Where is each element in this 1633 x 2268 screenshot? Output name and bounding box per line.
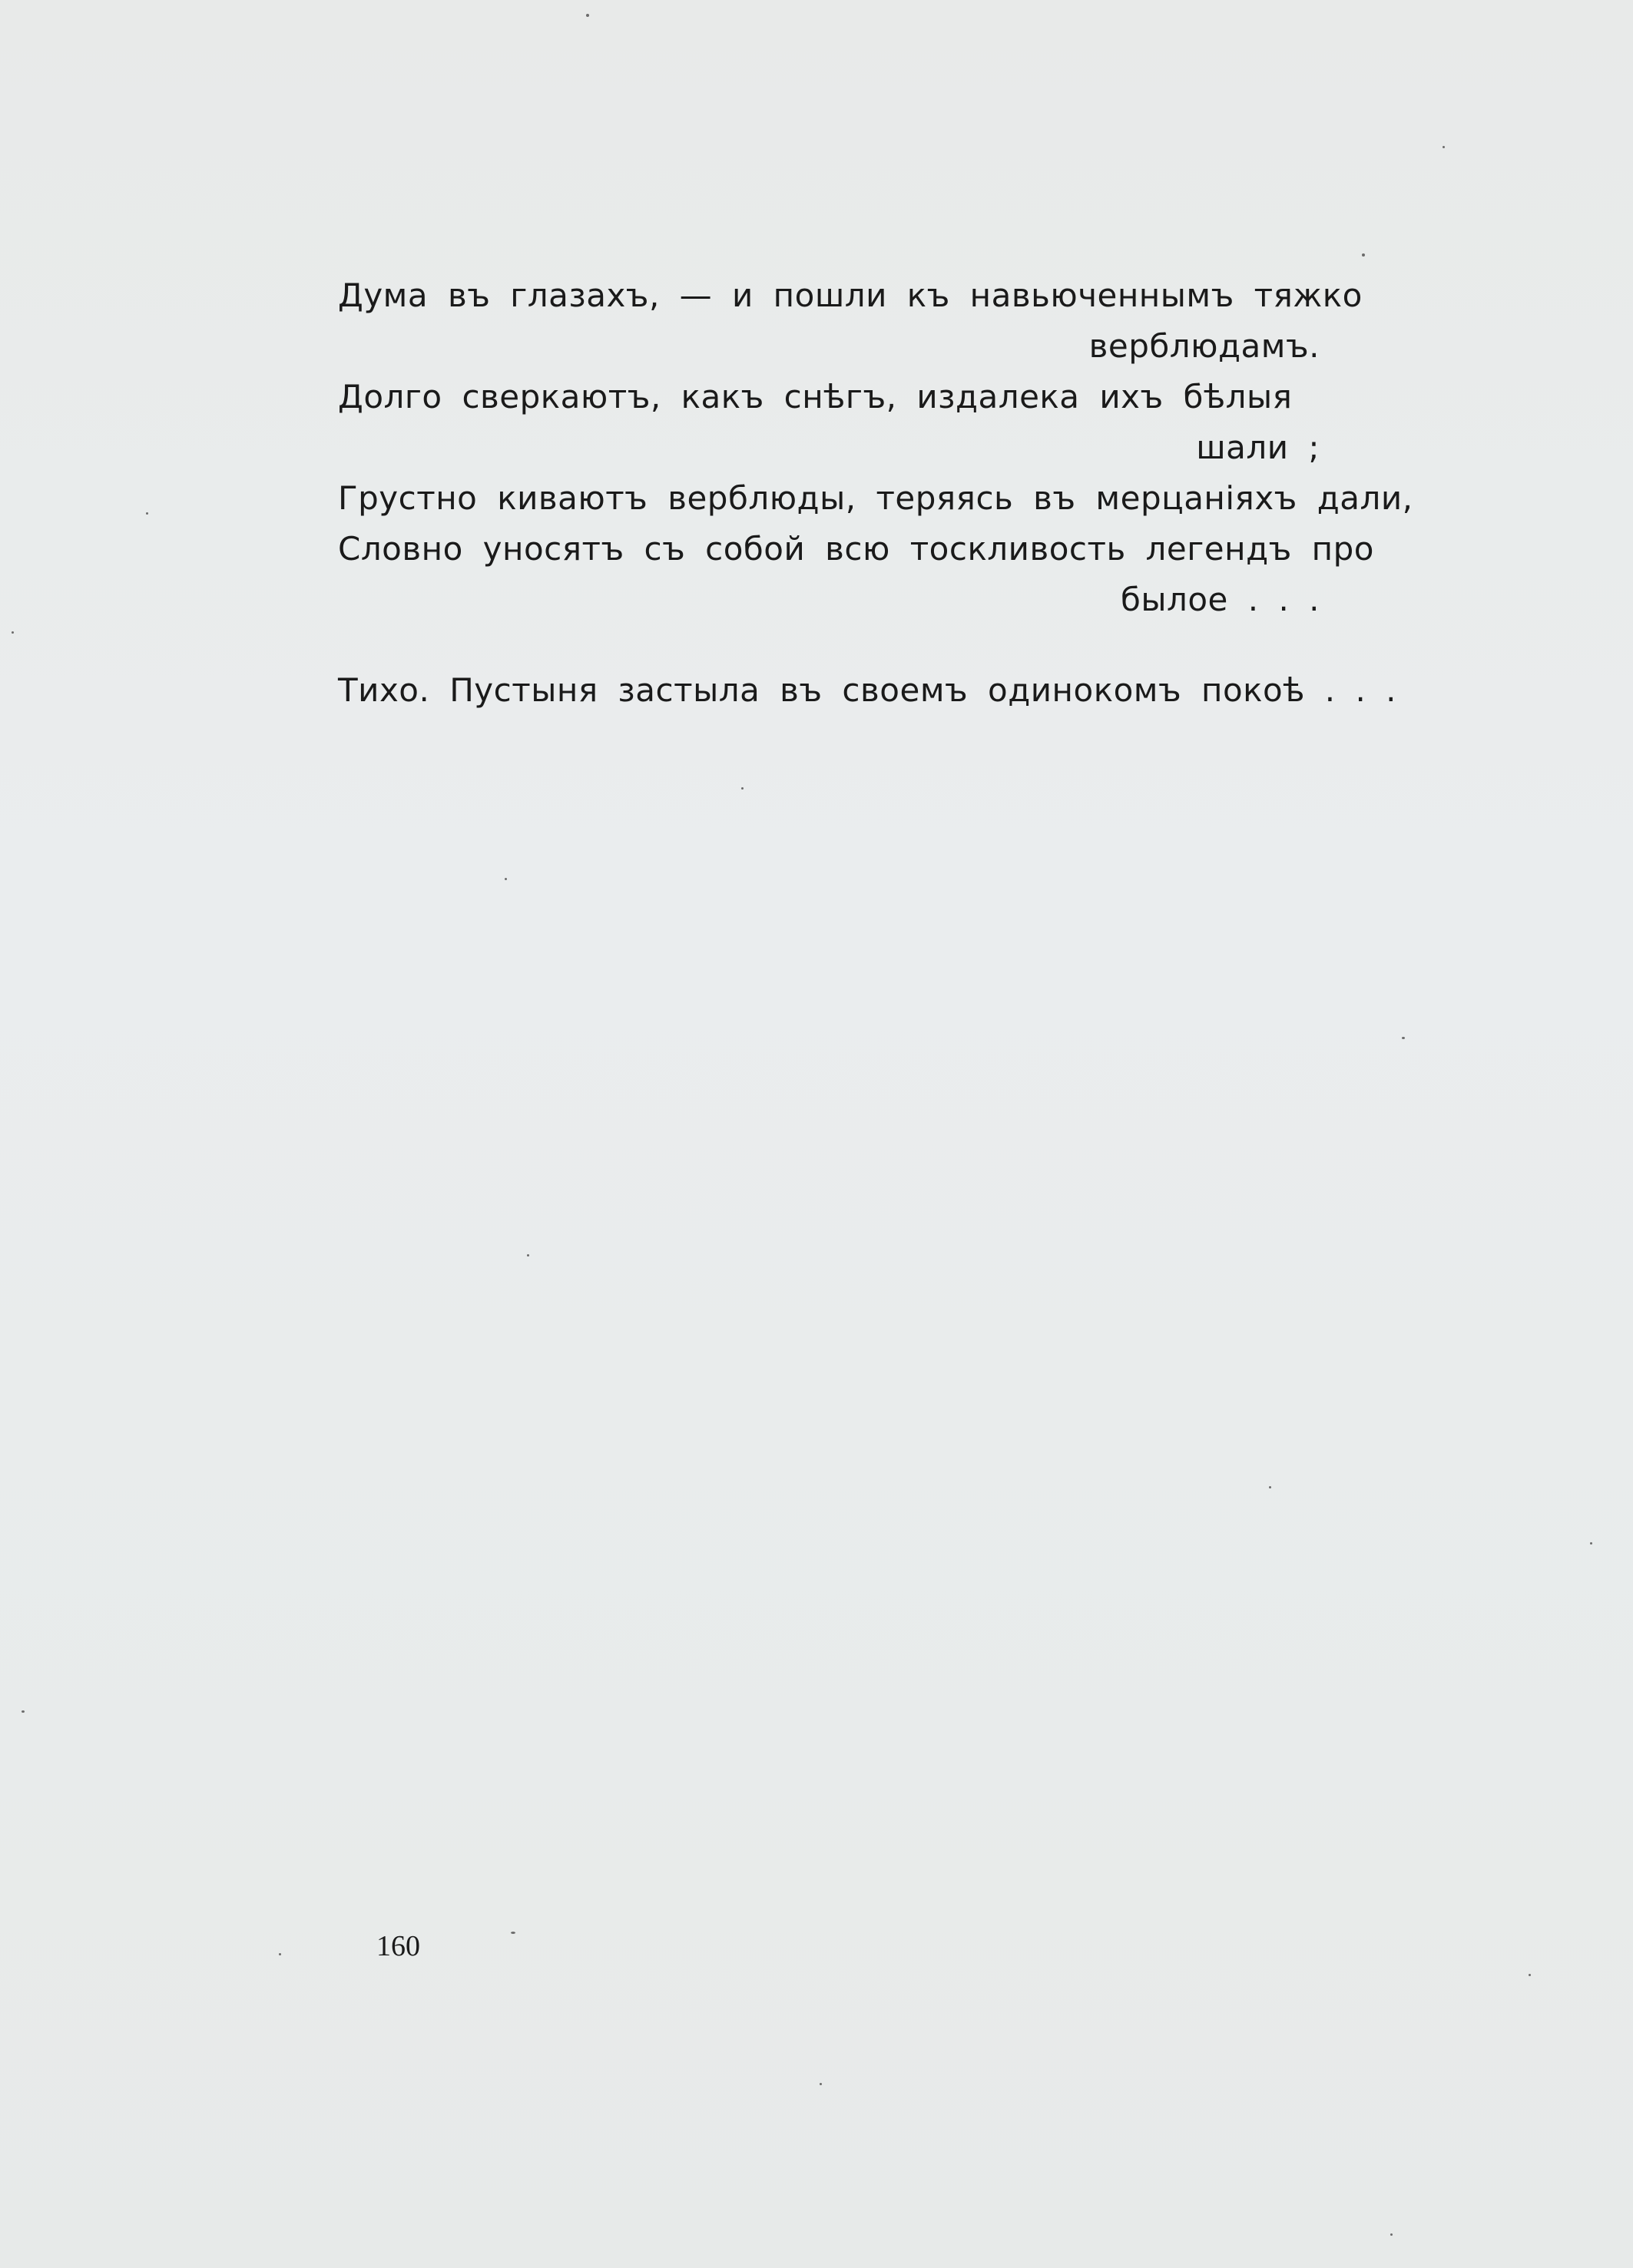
scan-speck: [1529, 1974, 1531, 1976]
poem-text: [338, 270, 1413, 716]
scan-speck: [12, 631, 14, 634]
scan-speck: [505, 878, 507, 880]
scan-speck: [1362, 253, 1365, 257]
page-number: 160: [376, 1930, 420, 1962]
poem-line: Тихо. Пустыня застыла въ своемъ одинокомъ покоѣ . . .: [338, 671, 1397, 709]
poem-line-continuation: шали ;: [1196, 429, 1320, 466]
scan-speck: [1390, 2233, 1393, 2236]
poem-line: Долго сверкаютъ, какъ снѣгъ, издалека ихъ бѣлыя: [338, 378, 1293, 416]
scan-speck: [1590, 1542, 1592, 1545]
scan-speck: [1269, 1486, 1271, 1488]
poem-line: Грустно киваютъ верблюды, теряясь въ мерцаніяхъ дали,: [338, 479, 1413, 517]
poem-line: Дума въ глазахъ, — и пошли къ навьюченнымъ тяжко: [338, 276, 1363, 314]
scan-speck: [1443, 146, 1445, 148]
scan-speck: [146, 512, 148, 515]
poem-line-continuation: верблюдамъ.: [1088, 327, 1320, 365]
scan-speck: [527, 1254, 529, 1257]
scan-speck: [820, 2083, 822, 2085]
scan-speck: [741, 787, 744, 790]
stanza-break: [338, 625, 1360, 665]
scan-speck: [279, 1953, 281, 1955]
poem-line-continuation: былое . . .: [1120, 581, 1320, 618]
scan-speck: [22, 1710, 25, 1713]
scan-speck: [1402, 1037, 1405, 1039]
poem-line: Словно уносятъ съ собой всю тоскливость легендъ про: [338, 530, 1374, 568]
scan-speck: [586, 14, 589, 17]
scan-speck: [511, 1932, 515, 1934]
